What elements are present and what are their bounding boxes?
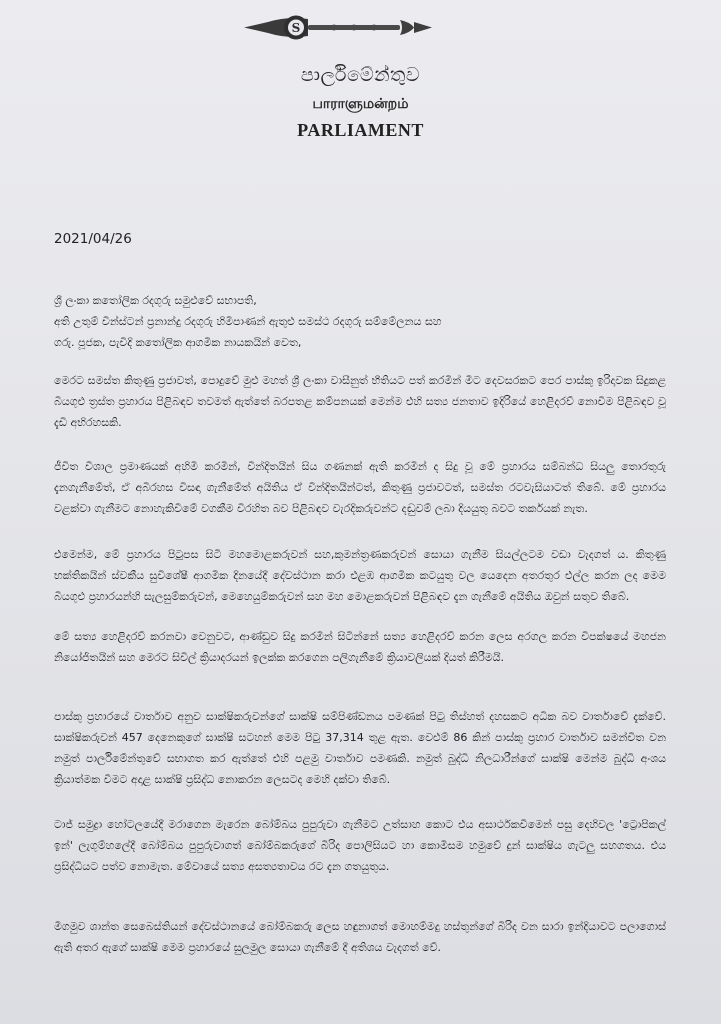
paragraph: මේ සත්‍ය හෙළිදරව් කරනවා වෙනුවට, ආණ්ඩුව සිදු කරමින් සිටින්නේ සත්‍ය හෙළිදරව් කරන ලෙස අරගල කරන විපක්ෂයේ මහජන නියෝජිතයින් සහ මෙරට සිවිල් ක්‍රියාදරයන් ඉලක්ක කරගෙන පලිගැනීමේ ක්‍රියාවලියක් දියත් කිරීමයි. <box>54 630 666 664</box>
paragraph: මෙරට සමස්ත කිතුණු ප්‍රජාවත්, පොදුවේ මුළු මහත් ශ්‍රී ලංකා වාසීනුත් භීතියට පත් කරමින් මීට දෙවසරකට පෙර පාස්කු ඉරිදාවක සිදුකළ බියගුළු ත්‍රස්ත ප්‍රහාරය පිළිබඳව තවමත් ඇත්තේ බරපතළ කම්පනයක් මෙන්ම එහි සත්‍ය ජනතාව ඉදිරියේ හෙළිදරව් නොවීම පිළිබඳව වූ දැඩි අභිරහසකි. <box>54 374 666 429</box>
address-line: ගරු. පූජක, පැවිදි කතෝලික ආගමික නායකයින් වෙත, <box>54 336 302 349</box>
svg-text:S: S <box>291 21 301 35</box>
paragraph: මීගමුව ශාන්ත සෙබෙස්තියන් දේවස්ථානයේ බෝම්බකරු ලෙස හඳුනාගත් මොහම්මදු හස්තුන්ගේ බිරිද වන සාරා ඉන්දියාවට පලාගොස් ඇති අතර ඇගේ සාක්ෂි මෙම ප්‍රහාරයේ සුලමුල සොයා ගැනීමේ දී අතිශය වැදගත් වේ. <box>54 920 666 954</box>
addressee-block <box>54 290 674 353</box>
title-tamil: பாராளுமன்றம் <box>312 96 409 112</box>
paragraph: එමෙන්ම, මේ ප්‍රහාරය පිටුපස සිටි මහමොළකරුවන් සහ,කුමන්ත්‍රණකරුවන් සොයා ගැනීම සියල්ලටම වඩා වැදගත් ය. කිතුණු භක්තිකයින් ස්වකීය සුවිශේෂී ආගමික දිනයේදී දේවස්ථාන කරා එළඹ ආගමික කටයුතු වල යෙදෙන අතරතුර එල්ල කරන ලද මෙම බියගුළු ප්‍රහාරයන්හි සැලසුම්කරුවන්, මෙහෙයුම්කරුවන් සහ මහ මොළකරුවන් පිළිබඳව දැන ගැනීමේ අයිතිය ඔවුන් සතුව තිබේ. <box>54 548 666 603</box>
parliament-mace-emblem <box>238 10 434 46</box>
title-sinhala: පාර්ලිමේන්තුව <box>300 64 421 86</box>
title-english: PARLIAMENT <box>297 120 424 140</box>
letter-date: 2021/04/26 <box>54 231 132 247</box>
address-line: ශ්‍රී ලංකා කතෝලික රදගුරු සමුළුවේ සභාපති, <box>54 294 257 307</box>
paragraph: ටාජ් සමුද්‍රා හෝටලයේදී මරාගෙන මැරෙන බෝම්බය පුපුරුවා ගැනීමට උත්සාහ කොට එය අසාර්ථකවීමෙන් පසු දෙහිවල 'ට්‍රොපිකල් ඉන්' ලැගුම්හලේදී බෝම්බය පුපුරුවාගත් බෝම්බකරුගේ බිරිද පොලිසියට හා කොමිසම හමුවේ දුන් සාක්ෂිය ගැටලු සහගතය. එය ප්‍රසිද්ධියට පත්ව නොමැත. මේවායේ සත්‍ය අසත්‍යතාවය රට දැන ගතයුතුය. <box>54 818 666 873</box>
paragraph: ජීවිත විශාල ප්‍රමාණයක් අහිමි කරමින්, වින්දිතයින් සිය ගණනක් ඇති කරමින් ද සිදු වූ මේ ප්‍රහාරය සම්බන්ධ සියලු තොරතුරු දැනගැනීමේත්, ඒ අබිරහස විසඳා ගැනීමේත් අයිතිය ඒ වින්දිතයින්ටත්, කිතුණු ප්‍රජාවටත්, සමස්ත රටවැසියාටත් තිබේ. මේ ප්‍රහාරය වළක්වා ගැනීමට නොහැකිවීමේ වගකීම විරහිත බව පිළිබඳව වැරදිකරුවන්ට දඬුවම් ලබා දියයුතු බවට තර්කයක් නැත. <box>54 460 666 515</box>
paragraph: පාස්කු ප්‍රහාරයේ වාර්තාව අනුව සාක්ෂිකරුවන්ගේ සාක්ෂි සම්පිණ්ඩනය පමණක් පිටු තිස්හත් දහසකට අධික බව වාර්තාවේ දැක්වේ. සාක්ෂිකරුවන් 457 දෙනෙකුගේ සාක්ෂි සටහන් මෙම පිටු 37,314 තුළ ඇත. වෙළුම් 86 කින් පාස්කු ප්‍රහාර වාර්තාව සමන්විත වන නමුත් පාර්ලිමේන්තුවේ සභාගත කර ඇත්තේ එහි පළමු වාර්තාව පමණකි. නමුත් බුද්ධි නිලධාරීන්ගේ සාක්ෂි මෙන්ම බුද්ධි අංශය ක්‍රියාත්මක වීමට අදාළ සාක්ෂි ප්‍රසිද්ධ නොකරන ලෙසටද මෙහි දක්වා තිබේ. <box>54 710 666 786</box>
address-line: අති උතුම් වින්ස්ටන් ප්‍රනාන්දු රදගුරු හිමිපාණන් ඇතුළු සමස්ථ රදගුරු සම්මේලනය සහ <box>54 315 442 328</box>
